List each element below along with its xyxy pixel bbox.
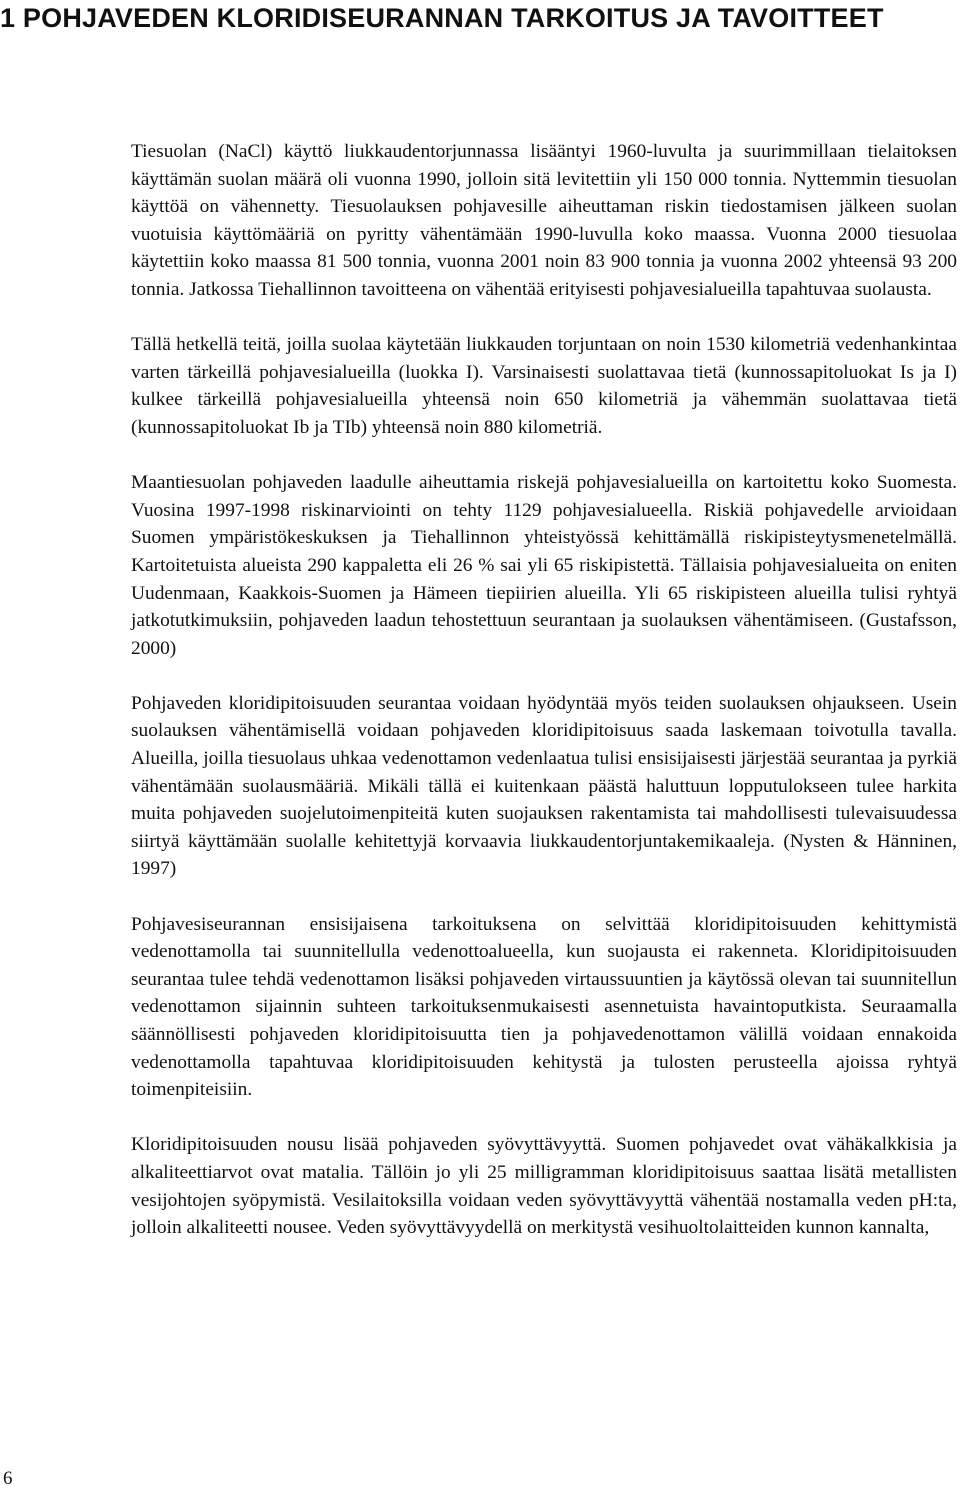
paragraph-salted-roads-length: Tällä hetkellä teitä, joilla suolaa käytetään liukkauden torjuntaan on noin 1530 kilometriä vedenhankintaa varten tärkeillä pohjavesialueilla (luokka I). Varsinaisesti suolattavaa tietä (kunnossapitoluokat Is ja I) kulkee tärkeillä pohjavesialueilla yhteensä noin 650 kilometriä ja vähemmän suolattavaa tietä (kunnossapitoluokat Ib ja TIb) yhteensä noin 880 kilometriä. (131, 334, 957, 438)
page-number: 6 (3, 1468, 13, 1489)
body-text (131, 138, 957, 1269)
paragraph-corrosivity: Kloridipitoisuuden nousu lisää pohjaveden syövyttävyyttä. Suomen pohjavedet ovat vähäkalkkisia ja alkaliteettiarvot ovat matalia. Tällöin jo yli 25 milligramman kloridipitoisuus saattaa lisätä metallisten vesijohtojen syöpymistä. Vesilaitoksilla voidaan veden syövyttävyyttä vähentää nostamalla veden pH:ta, jolloin alkaliteetti nousee. Veden syövyttävyydellä on merkitystä vesihuoltolaitteiden kunnon kannalta, (131, 1134, 957, 1239)
paragraph-risk-assessment: Maantiesuolan pohjaveden laadulle aiheuttamia riskejä pohjavesialueilla on kartoitettu koko Suomesta. Vuosina 1997-1998 riskinarviointi on tehty 1129 pohjavesialueella. Riskiä pohjavedelle arvioidaan Suomen ympäristökeskuksen ja Tiehallinnon yhteistyössä kehittämällä riskipisteytysmenetelmällä. Kartoitetuista alueista 290 kappaletta eli 26 % sai yli 65 riskipistettä. Tällaisia pohjavesialueita on eniten Uudenmaan, Kaakkois-Suomen ja Hämeen tiepiirien alueilla. Yli 65 riskipisteen alueilla tulisi ryhtyä jatkotutkimuksiin, pohjaveden laadun tehostettuun seurantaan ja suolauksen vähentämiseen. (Gustafsson, 2000) (131, 472, 957, 659)
paragraph-monitoring-purpose: Pohjavesiseurannan ensisijaisena tarkoituksena on selvittää kloridipitoisuuden kehittymistä vedenottamolla tai suunnitellulla vedenottoalueella, kun suojausta ei rakenneta. Kloridipitoisuuden seurantaa tulee tehdä vedenottamon lisäksi pohjaveden virtaussuuntien ja käytössä olevan tai suunnitellun vedenottamon sijainnin suhteen tarkoituksenmukaisesti asennetuista havaintoputkista. Seuraamalla säännöllisesti pohjaveden kloridipitoisuutta tien ja pohjavedenottamon välillä voidaan ennakoida vedenottamolla tapahtuvaa kloridipitoisuuden kehitystä ja tulosten perusteella ajoissa ryhtyä toimenpiteisiin. (131, 913, 957, 1101)
chapter-heading: 1 POHJAVEDEN KLORIDISEURANNAN TARKOITUS JA TAVOITTEET (0, 3, 884, 33)
paragraph-monitoring-guidance: Pohjaveden kloridipitoisuuden seurantaa voidaan hyödyntää myös teiden suolauksen ohjaukseen. Usein suolauksen vähentämisellä voidaan pohjaveden kloridipitoisuus saada laskemaan toivotulla tavalla. Alueilla, joilla tiesuolaus uhkaa vedenottamon vedenlaatua tulisi ensisijaisesti järjestää seurantaa ja pyrkiä vähentämään suolausmääriä. Mikäli tällä ei kuitenkaan päästä haluttuun lopputulokseen tulee harkita muita pohjaveden suojelutoimenpiteitä kuten suojauksen rakentamista tai mahdollisesti tulevaisuudessa siirtyä käyttämään suolalle kehitettyjä korvaavia liukkaudentorjuntakemikaaleja. (Nysten & Hänninen, 1997) (131, 692, 957, 880)
paragraph-road-salt-usage: Tiesuolan (NaCl) käyttö liukkaudentorjunnassa lisääntyi 1960-luvulta ja suurimmillaan tielaitoksen käyttämän suolan määrä oli vuonna 1990, jolloin sitä levitettiin yli 150 000 tonnia. Nyttemmin tiesuolan käyttöä on vähennetty. Tiesuolauksen pohjavesille aiheuttaman riskin tiedostamisen jälkeen suolan vuotuisia käyttömääriä on pyritty vähentämään 1990-luvulla koko maassa. Vuonna 2000 tiesuolaa käytettiin koko maassa 81 500 tonnia, vuonna 2001 noin 83 900 tonnia ja vuonna 2002 yhteensä 93 200 tonnia. Jatkossa Tiehallinnon tavoitteena on vähentää erityisesti pohjavesialueilla tapahtuvaa suolausta. (131, 141, 957, 300)
